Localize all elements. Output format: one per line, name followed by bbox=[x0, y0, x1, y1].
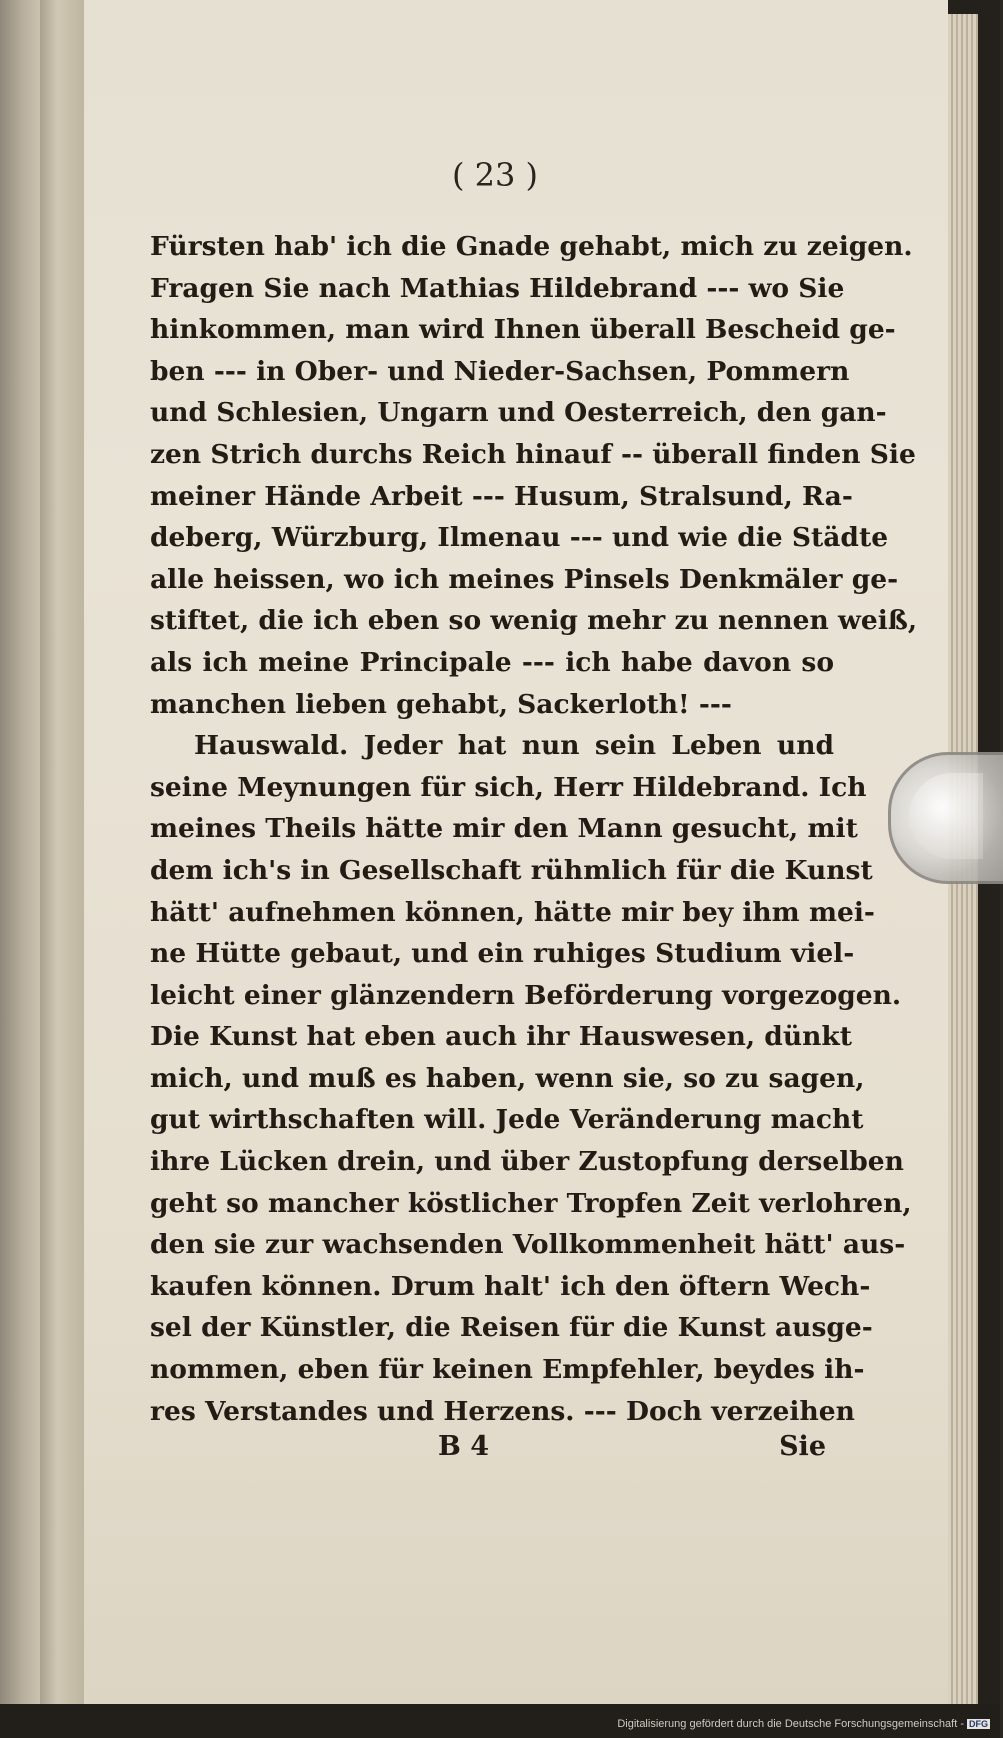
text-line: nommen, eben für keinen Empfehler, beydes ih- bbox=[150, 1354, 865, 1386]
text-line: ne Hütte gebaut, und ein ruhiges Studium viel- bbox=[150, 938, 855, 970]
text-line: seine Meynungen für sich, Herr Hildebrand. Ich bbox=[150, 771, 867, 803]
text-line: kaufen können. Drum halt' ich den öftern Wech- bbox=[150, 1270, 871, 1302]
text-line: mich, und muß es haben, wenn sie, so zu sagen, bbox=[150, 1062, 865, 1094]
text-line: Die Kunst hat eben auch ihr Hauswesen, dünkt bbox=[150, 1021, 852, 1053]
digitization-credit bbox=[617, 1718, 990, 1730]
text-line: Fürsten hab' ich die Gnade gehabt, mich zu zeigen. bbox=[150, 231, 913, 262]
text-line: dem ich's in Gesellschaft rühmlich für die Kunst bbox=[150, 854, 873, 886]
facing-page-edge bbox=[0, 0, 40, 1738]
signature-mark: B 4 bbox=[438, 1431, 490, 1462]
catchword: Sie bbox=[779, 1431, 826, 1462]
text-line: res Verstandes und Herzens. --- Doch verzeihen bbox=[150, 1395, 855, 1427]
text-line: ihre Lücken drein, und über Zustopfung derselben bbox=[150, 1146, 904, 1178]
text-line: und Schlesien, Ungarn und Oesterreich, den gan- bbox=[150, 397, 887, 429]
text-line: hätt' aufnehmen können, hätte mir bey ihm mei- bbox=[150, 896, 875, 928]
text-line: leicht einer glänzendern Beförderung vorgezogen. bbox=[150, 979, 902, 1011]
credit-text: Digitalisierung gefördert durch die Deutsche Forschungsgemeinschaft - bbox=[617, 1718, 964, 1730]
text-line: meines Theils hätte mir den Mann gesucht, mit bbox=[150, 813, 858, 845]
page-number: ( 23 ) bbox=[451, 156, 539, 194]
text-line: geht so mancher köstlicher Tropfen Zeit verlohren, bbox=[150, 1187, 912, 1219]
text-line: manchen lieben gehabt, Sackerloth! --- bbox=[150, 688, 732, 720]
body-text bbox=[150, 226, 918, 1432]
page-clip bbox=[888, 752, 1003, 884]
text-line: ben --- in Ober- und Nieder-Sachsen, Pommern bbox=[150, 355, 850, 387]
book-gutter bbox=[40, 0, 84, 1738]
text-line: alle heissen, wo ich meines Pinsels Denkmäler ge- bbox=[150, 563, 899, 595]
dfg-logo: DFG bbox=[969, 1719, 988, 1729]
text-line: zen Strich durchs Reich hinauf -- überall finden Sie bbox=[150, 438, 916, 470]
text-line: sel der Künstler, die Reisen für die Kunst ausge- bbox=[150, 1312, 873, 1344]
page-footer bbox=[150, 1431, 834, 1471]
text-line: hinkommen, man wird Ihnen überall Bescheid ge- bbox=[150, 314, 896, 346]
text-line: Fragen Sie nach Mathias Hildebrand --- wo Sie bbox=[150, 272, 845, 304]
text-line: den sie zur wachsenden Vollkommenheit hätt' aus- bbox=[150, 1229, 906, 1261]
text-line: meiner Hände Arbeit --- Husum, Stralsund, Ra- bbox=[150, 480, 853, 512]
text-line: gut wirthschaften will. Jede Veränderung macht bbox=[150, 1104, 864, 1136]
text-line: als ich meine Principale --- ich habe davon so bbox=[150, 646, 834, 678]
page-clip-highlight bbox=[909, 773, 983, 859]
text-line: stiftet, die ich eben so wenig mehr zu nennen weiß, bbox=[150, 605, 918, 637]
text-line: deberg, Würzburg, Ilmenau --- und wie die Städte bbox=[150, 522, 889, 554]
speaker-line: Hauswald. Jeder hat nun sein Leben und bbox=[194, 730, 834, 762]
